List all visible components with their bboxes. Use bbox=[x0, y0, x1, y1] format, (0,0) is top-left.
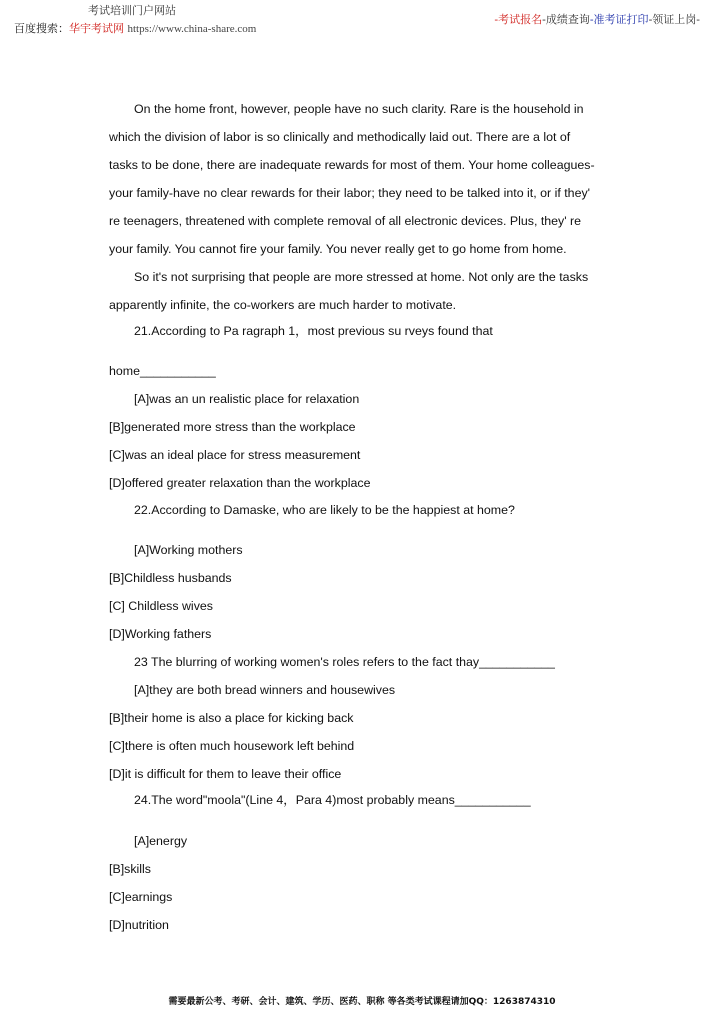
nav-admission-ticket[interactable]: -准考证打印 bbox=[589, 13, 649, 26]
search-hint bbox=[14, 20, 256, 36]
option-d: [D]nutrition bbox=[109, 918, 169, 932]
site-url[interactable]: https://www.china-share.com bbox=[127, 23, 257, 35]
option-a: [A]energy bbox=[134, 834, 188, 848]
option-d: [D]it is difficult for them to leave their office bbox=[109, 767, 342, 781]
question-22: 22.According to Damaske, who are likely to be the happiest at home? bbox=[134, 503, 515, 517]
footer-ad: 需要最新公考、考研、会计、建筑、学历、医药、职称 等各类考试课程请加QQ：1263874310 bbox=[168, 997, 556, 1007]
option-a: [A]was an un realistic place for relaxation bbox=[134, 392, 360, 406]
site-name: 考试培训门户网站 bbox=[88, 4, 176, 17]
question-21-blank: home___________ bbox=[109, 364, 216, 378]
option-a: [A]Working mothers bbox=[134, 543, 243, 557]
top-nav bbox=[494, 11, 700, 27]
option-b: [B]Childless husbands bbox=[109, 571, 232, 585]
paragraph-line: your family-have no clear rewards for their labor; they need to be talked into it, or if they' bbox=[109, 186, 591, 200]
option-a: [A]they are both bread winners and housewives bbox=[134, 683, 396, 697]
paragraph-line: re teenagers, threatened with complete removal of all electronic devices. Plus, they' re bbox=[109, 214, 582, 228]
paragraph-line: which the division of labor is so clinically and methodically laid out. There are a lot of bbox=[109, 130, 571, 144]
option-c: [C] Childless wives bbox=[109, 599, 213, 613]
paragraph-line: apparently infinite, the co-workers are much harder to motivate. bbox=[109, 298, 457, 312]
option-b: [B]skills bbox=[109, 862, 151, 876]
question-21: 21.According to Pa ragraph 1，most previous su rveys found that bbox=[134, 324, 493, 338]
nav-exam-registration[interactable]: -考试报名 bbox=[494, 13, 543, 26]
nav-score-query[interactable]: -成绩查询 bbox=[542, 13, 590, 26]
paragraph-line: tasks to be done, there are inadequate rewards for most of them. Your home colleagues- bbox=[109, 158, 595, 172]
option-c: [C]there is often much housework left behind bbox=[109, 739, 355, 753]
search-label: 百度搜索： bbox=[14, 22, 69, 35]
option-d: [D]Working fathers bbox=[109, 627, 212, 641]
option-b: [B]their home is also a place for kicking back bbox=[109, 711, 354, 725]
question-23: 23 The blurring of working women's roles refers to the fact thay___________ bbox=[134, 655, 555, 669]
option-c: [C]was an ideal place for stress measurement bbox=[109, 448, 361, 462]
paragraph-line: your family. You cannot fire your family. You never really get to go home from home. bbox=[109, 242, 567, 256]
question-24: 24.The word"moola"(Line 4，Para 4)most probably means___________ bbox=[134, 793, 531, 807]
option-b: [B]generated more stress than the workplace bbox=[109, 420, 356, 434]
brand-link[interactable]: 华宇考试网 bbox=[69, 22, 124, 35]
option-d: [D]offered greater relaxation than the workplace bbox=[109, 476, 371, 490]
nav-certificate[interactable]: -领证上岗- bbox=[648, 13, 700, 26]
paragraph-line: On the home front, however, people have no such clarity. Rare is the household in bbox=[134, 102, 584, 116]
paragraph-line: So it's not surprising that people are more stressed at home. Not only are the tasks bbox=[134, 270, 589, 284]
option-c: [C]earnings bbox=[109, 890, 173, 904]
